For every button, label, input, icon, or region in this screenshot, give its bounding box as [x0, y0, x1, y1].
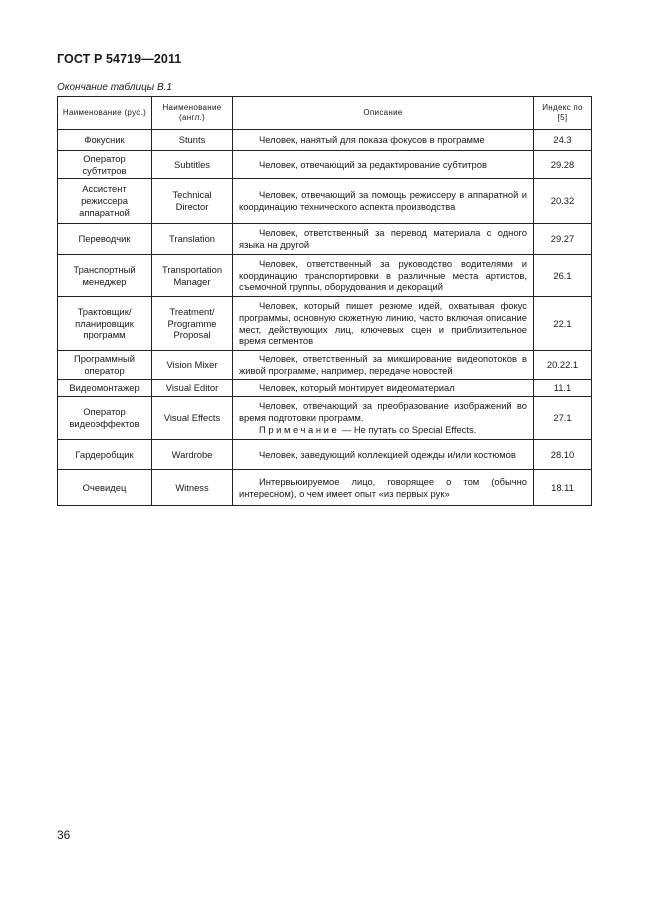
description-text: Человек, заведующий коллекцией одежды и/или костюмов: [259, 448, 516, 460]
cell-ru: Транспортный менеджер: [58, 255, 152, 297]
cell-description: [233, 224, 534, 255]
table-caption: Окончание таблицы В.1: [57, 82, 172, 93]
cell-ru: Фокусник: [58, 130, 152, 151]
cell-ru: Очевидец: [58, 470, 152, 506]
cell-index: 20.22.1: [534, 351, 592, 380]
cell-description: [233, 130, 534, 151]
column-header-description: Описание: [233, 97, 534, 130]
table-row: [58, 440, 592, 470]
cell-ru: Оператор субтитров: [58, 151, 152, 179]
cell-index: 29.27: [534, 224, 592, 255]
table-row: [58, 224, 592, 255]
cell-ru: Видеомонтажер: [58, 380, 152, 397]
cell-index: 20.32: [534, 179, 592, 224]
table-row: [58, 179, 592, 224]
description-text: Человек, нанятый для показа фокусов в программе: [259, 134, 485, 146]
document-header: ГОСТ Р 54719—2011: [57, 52, 182, 66]
cell-description: [233, 151, 534, 179]
description-text: Человек, отвечающий за помощь режиссеру в аппаратной и координацию технического аспекта производства: [239, 189, 527, 212]
cell-index: 22.1: [534, 297, 592, 351]
cell-en: Vision Mixer: [152, 351, 233, 380]
cell-en: Treatment/ Programme Proposal: [152, 297, 233, 351]
table-row: [58, 470, 592, 506]
cell-en: Subtitles: [152, 151, 233, 179]
description-text: Человек, ответственный за перевод материала с одного языка на другой: [239, 227, 527, 250]
table-header-row: [58, 97, 592, 130]
cell-ru: Переводчик: [58, 224, 152, 255]
table-row: [58, 151, 592, 179]
cell-index: 18.11: [534, 470, 592, 506]
description-text: Человек, ответственный за микширование видеопотоков в живой программе, например, передаче новостей: [239, 353, 527, 376]
cell-ru: Трактовщик/ планировщик программ: [58, 297, 152, 351]
cell-ru: Оператор видеоэффектов: [58, 397, 152, 440]
cell-en: Technical Director: [152, 179, 233, 224]
table-row: [58, 351, 592, 380]
cell-index: 29.28: [534, 151, 592, 179]
table-row: [58, 297, 592, 351]
cell-en: Translation: [152, 224, 233, 255]
cell-index: 24.3: [534, 130, 592, 151]
description-text: Интервьюируемое лицо, говорящее о том (обычно интересном), о чем имеет опыт «из первых рук»: [239, 475, 527, 499]
cell-description: [233, 255, 534, 297]
cell-ru: Программный оператор: [58, 351, 152, 380]
cell-en: Stunts: [152, 130, 233, 151]
cell-index: 28.10: [534, 440, 592, 470]
cell-description: [233, 380, 534, 397]
description-text: Человек, отвечающий за редактирование субтитров: [259, 158, 487, 170]
table-row: [58, 397, 592, 440]
cell-index: 27.1: [534, 397, 592, 440]
cell-description: [233, 470, 534, 506]
page-number: 36: [57, 828, 71, 842]
note-label: Примечание: [259, 423, 340, 435]
cell-en: Witness: [152, 470, 233, 506]
cell-en: Visual Effects: [152, 397, 233, 440]
cell-description: [233, 351, 534, 380]
cell-en: Wardrobe: [152, 440, 233, 470]
cell-description: [233, 440, 534, 470]
table-row: [58, 255, 592, 297]
cell-ru: Гардеробщик: [58, 440, 152, 470]
cell-description: [233, 179, 534, 224]
column-header-index: Индекс по [5]: [534, 97, 592, 130]
description-note: [239, 424, 527, 436]
cell-ru: Ассистент режиссера аппаратной: [58, 179, 152, 224]
cell-index: 26.1: [534, 255, 592, 297]
description-text: Человек, который монтирует видеоматериал: [259, 382, 455, 394]
description-text: Человек, ответственный за руководство водителями и координацию транспортировки в различные места артистов, съемочной группы, оборудования и декораций: [239, 257, 527, 293]
cell-en: Visual Editor: [152, 380, 233, 397]
description-text: Человек, отвечающий за преобразование изображений во время подготовки программ.: [239, 400, 527, 424]
table-row: [58, 130, 592, 151]
column-header-en: Наименование (англ.): [152, 97, 233, 130]
description-text: Человек, который пишет резюме идей, охватывая фокус программы, основную сюжетную линию, часто включая описание мест, действующих лиц, ключевых сцен и приблизительное время сегментов: [239, 299, 527, 347]
cell-en: Transportation Manager: [152, 255, 233, 297]
cell-description: [233, 397, 534, 440]
table-row: [58, 380, 592, 397]
cell-description: [233, 297, 534, 351]
column-header-ru: Наименование (рус.): [58, 97, 152, 130]
terms-table: [57, 96, 592, 506]
note-text: — Не путать со Special Effects.: [339, 423, 477, 435]
cell-index: 11.1: [534, 380, 592, 397]
